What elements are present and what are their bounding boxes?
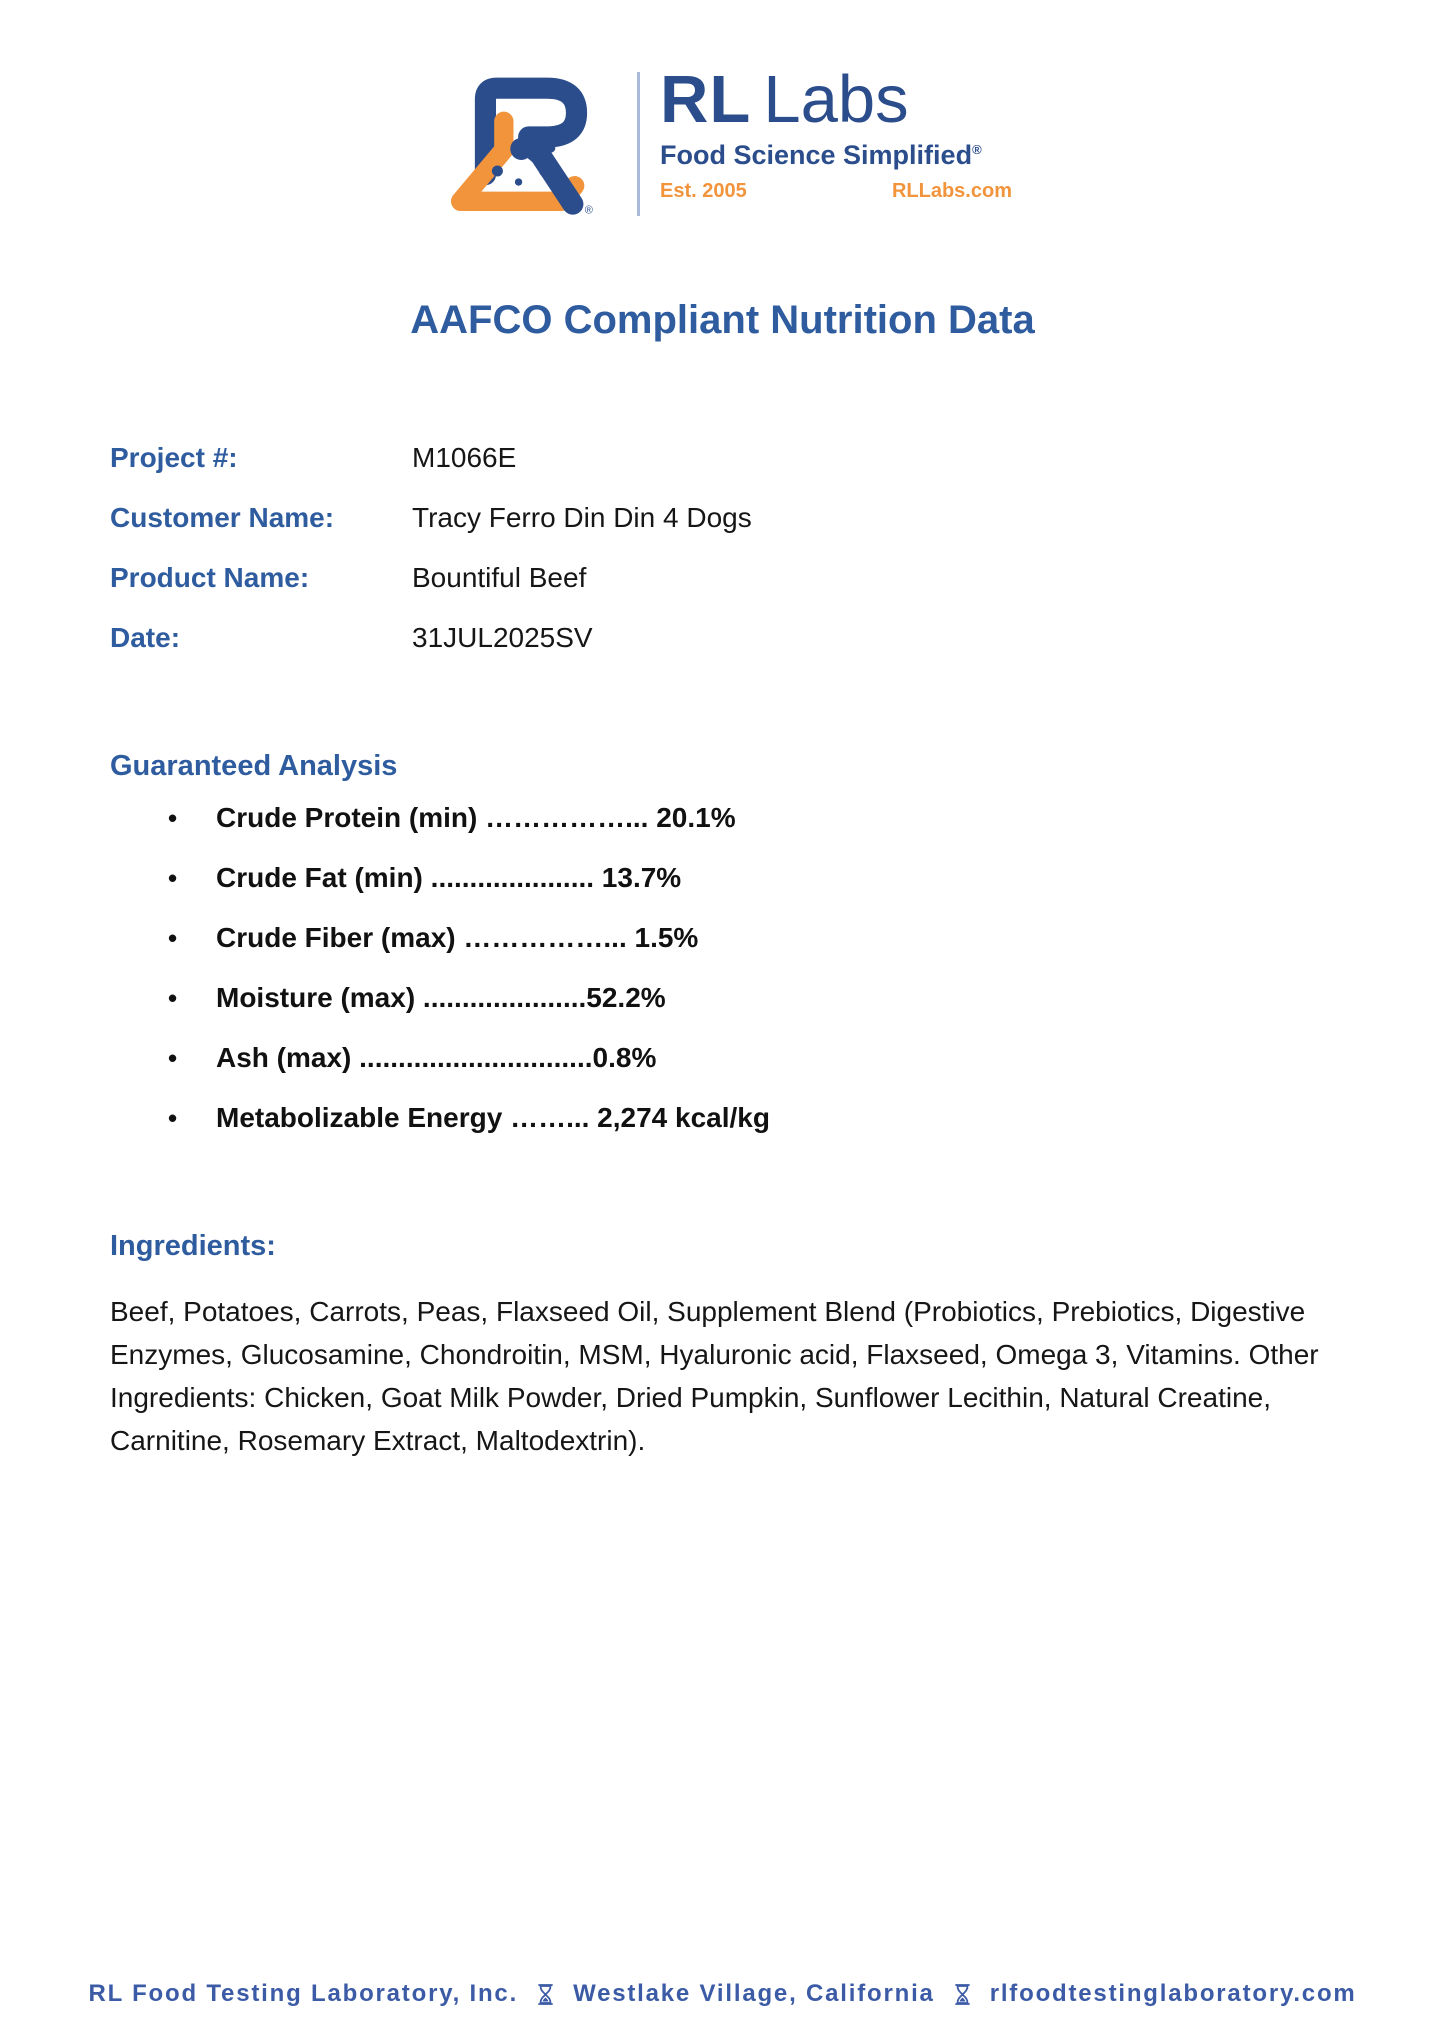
logo-tagline <box>660 140 1012 171</box>
analysis-item-text: Crude Protein (min) ……………... 20.1% <box>216 802 736 833</box>
bullet-icon: • <box>168 803 178 833</box>
analysis-item-text: Crude Fiber (max) ……………... 1.5% <box>216 922 699 953</box>
info-label: Project #: <box>110 442 238 473</box>
page-title: AAFCO Compliant Nutrition Data <box>410 298 1035 342</box>
analysis-item-text: Ash (max) ..............................0.8% <box>216 1042 657 1073</box>
logo-est-line <box>660 180 1012 203</box>
info-label: Product Name: <box>110 562 310 593</box>
info-value: M1066E <box>412 442 517 473</box>
registered-mark: ® <box>972 142 982 157</box>
list-item <box>168 864 770 892</box>
info-row-customer <box>110 504 752 532</box>
footer-location: Westlake Village, California <box>573 1980 935 2007</box>
list-item <box>168 1104 770 1132</box>
info-label: Date: <box>110 622 181 653</box>
analysis-item-text: Metabolizable Energy ……... 2,274 kcal/kg <box>216 1102 770 1133</box>
info-row-date <box>110 624 752 652</box>
logo-brand-labs: Labs <box>763 62 909 137</box>
logo-tagline-text: Food Science Simplified <box>660 140 973 170</box>
list-item <box>168 1044 770 1072</box>
info-row-project <box>110 444 752 472</box>
analysis-item-text: Crude Fat (min) ..................... 13.7% <box>216 862 682 893</box>
hourglass-icon <box>538 1984 553 2005</box>
project-info <box>110 444 752 684</box>
logo-est-year: Est. 2005 <box>660 180 747 202</box>
info-value: 31JUL2025SV <box>412 622 593 653</box>
info-label: Customer Name: <box>110 502 335 533</box>
logo-brand-rl: RL <box>660 62 752 137</box>
bullet-icon: • <box>168 863 178 893</box>
guaranteed-analysis-list <box>168 804 770 1164</box>
logo-website: RLLabs.com <box>891 180 1012 202</box>
hourglass-icon <box>955 1984 970 2005</box>
guaranteed-analysis-heading: Guaranteed Analysis <box>110 750 398 782</box>
bullet-icon: • <box>168 1103 178 1133</box>
analysis-item-text: Moisture (max) .....................52.2% <box>216 982 666 1013</box>
page-footer <box>0 1980 1445 2008</box>
svg-text:®: ® <box>584 204 593 217</box>
footer-website: rlfoodtestinglaboratory.com <box>989 1980 1357 2007</box>
logo-text-block <box>660 62 1012 218</box>
list-item <box>168 804 770 832</box>
info-row-product <box>110 564 752 592</box>
logo-brand-name <box>660 62 1012 137</box>
ingredients-paragraph: Beef, Potatoes, Carrots, Peas, Flaxseed Oil, Supplement Blend (Probiotics, Prebiotics, Digestive Enzymes, Glucosamine, Chondroitin, MSM, Hyaluronic acid, Flaxseed, Omega 3, Vitamins. Other Ingredients: Chicken, Goat Milk Powder, Dried Pumpkin, Sunflower Lecithin, Natural Creatine, Carnitine, Rosemary Extract, Maltodextrin). <box>110 1296 1319 1456</box>
bullet-icon: • <box>168 983 178 1013</box>
bullet-icon: • <box>168 923 178 953</box>
list-item <box>168 984 770 1012</box>
rl-labs-logo <box>0 62 1445 218</box>
ingredients-heading: Ingredients: <box>110 1230 276 1262</box>
bullet-icon: • <box>168 1043 178 1073</box>
info-value: Bountiful Beef <box>412 562 587 593</box>
info-value: Tracy Ferro Din Din 4 Dogs <box>412 502 752 533</box>
footer-company: RL Food Testing Laboratory, Inc. <box>88 1980 519 2007</box>
rl-labs-flask-logo-icon <box>433 66 617 218</box>
logo-divider <box>637 72 640 216</box>
list-item <box>168 924 770 952</box>
